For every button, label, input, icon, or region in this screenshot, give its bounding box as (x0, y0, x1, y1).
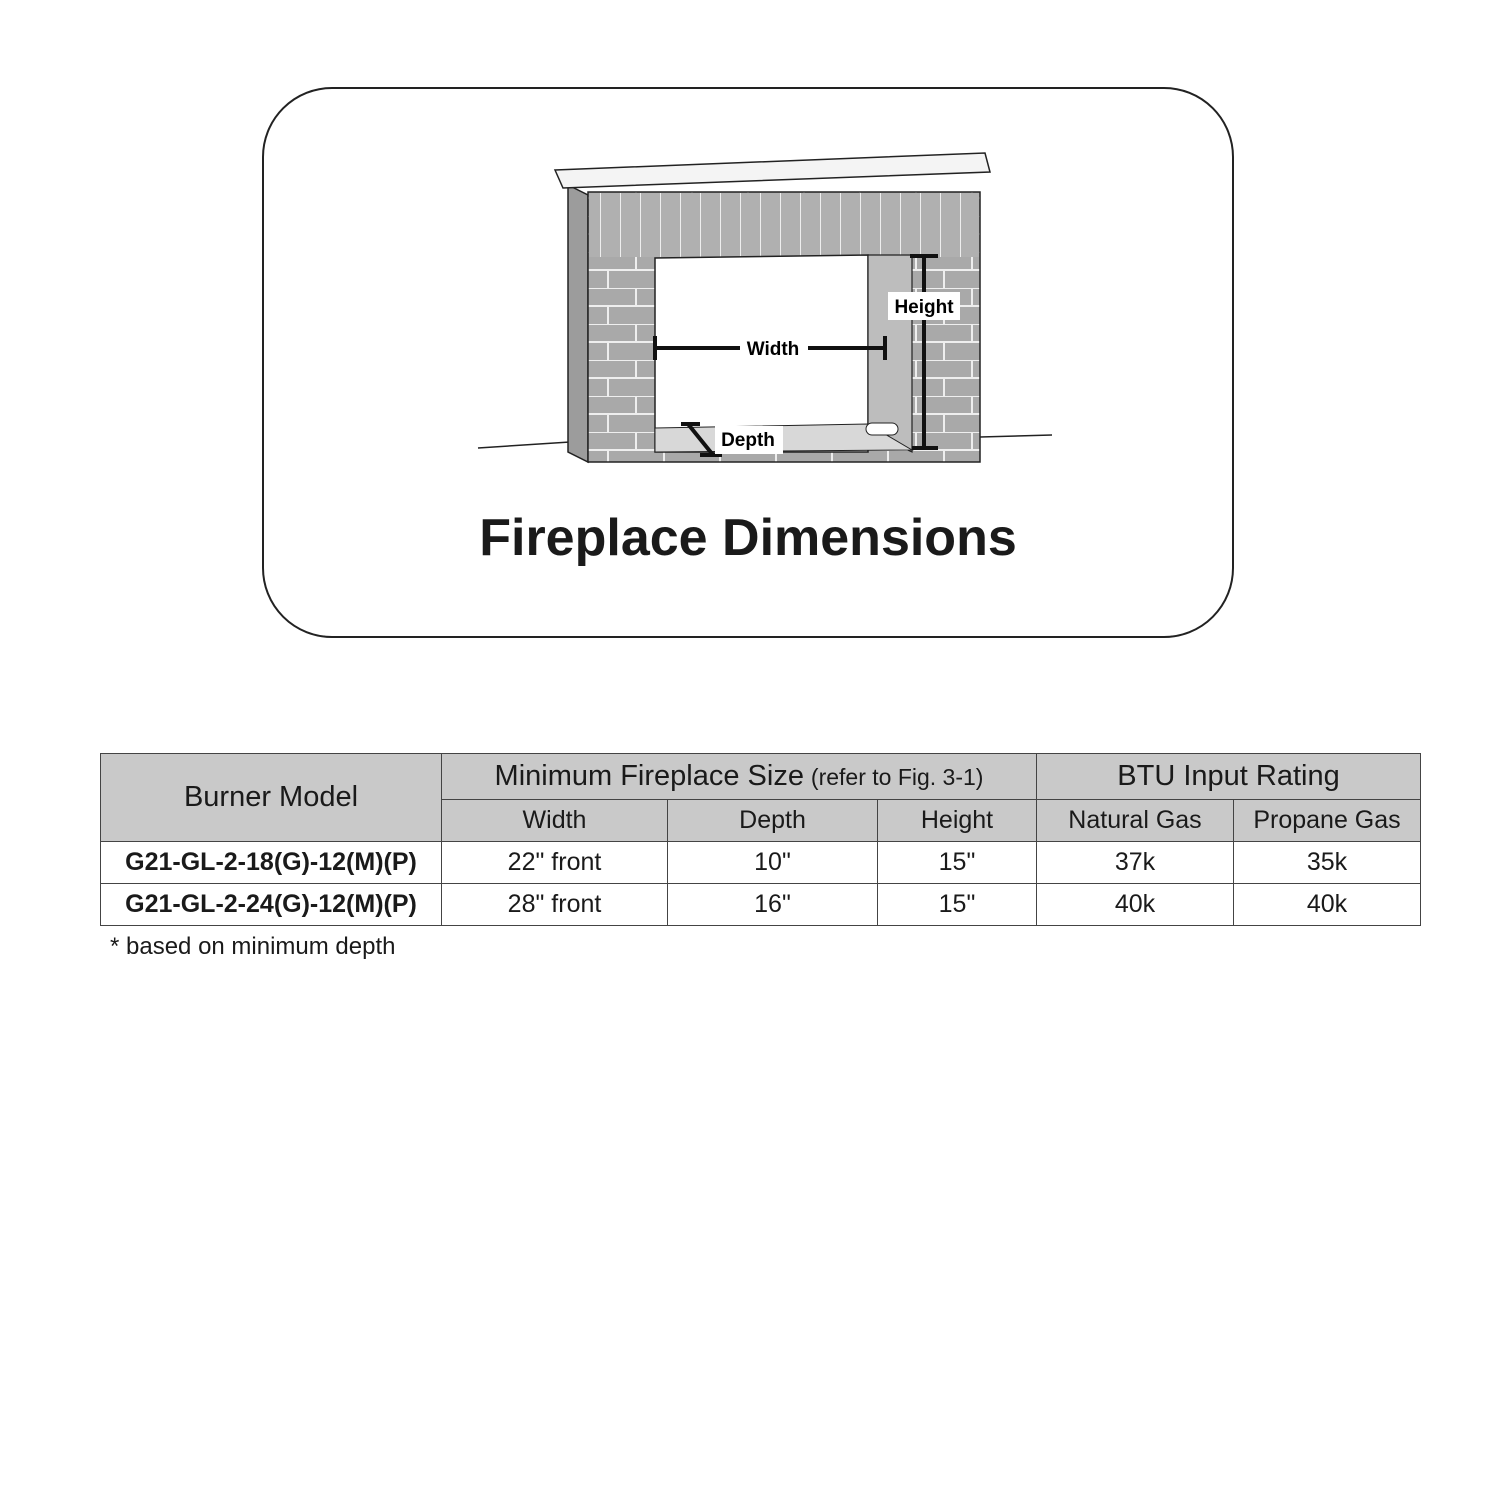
col-natural-gas: Natural Gas (1037, 800, 1234, 842)
cell-height: 15" (878, 884, 1037, 926)
mantel (555, 153, 990, 188)
figure-title: Fireplace Dimensions (479, 509, 1017, 567)
col-height: Height (878, 800, 1037, 842)
width-label: Width (746, 339, 800, 360)
table-row (101, 884, 1421, 926)
fireplace-illustration (0, 0, 1500, 700)
cell-model: G21-GL-2-18(G)-12(M)(P) (101, 842, 442, 884)
col-depth: Depth (668, 800, 878, 842)
cell-propane-gas: 40k (1234, 884, 1421, 926)
cell-depth: 10" (668, 842, 878, 884)
col-width: Width (442, 800, 668, 842)
header-min-size (442, 754, 1037, 800)
footnote: * based on minimum depth (110, 933, 396, 960)
header-min-size-note: (refer to Fig. 3-1) (810, 764, 984, 790)
cell-natural-gas: 37k (1037, 842, 1234, 884)
cell-depth: 16" (668, 884, 878, 926)
burner-size-table (100, 753, 1421, 926)
cell-height: 15" (878, 842, 1037, 884)
cell-model: G21-GL-2-24(G)-12(M)(P) (101, 884, 442, 926)
height-label: Height (894, 297, 954, 318)
header-btu: BTU Input Rating (1037, 754, 1421, 800)
floor-line (478, 442, 570, 448)
cell-width: 28" front (442, 884, 668, 926)
table-row (101, 842, 1421, 884)
depth-label: Depth (721, 430, 775, 451)
col-propane-gas: Propane Gas (1234, 800, 1421, 842)
cell-width: 22" front (442, 842, 668, 884)
header-burner-model: Burner Model (101, 754, 442, 842)
header-min-size-label: Minimum Fireplace Size (494, 760, 804, 792)
cell-propane-gas: 35k (1234, 842, 1421, 884)
cell-natural-gas: 40k (1037, 884, 1234, 926)
